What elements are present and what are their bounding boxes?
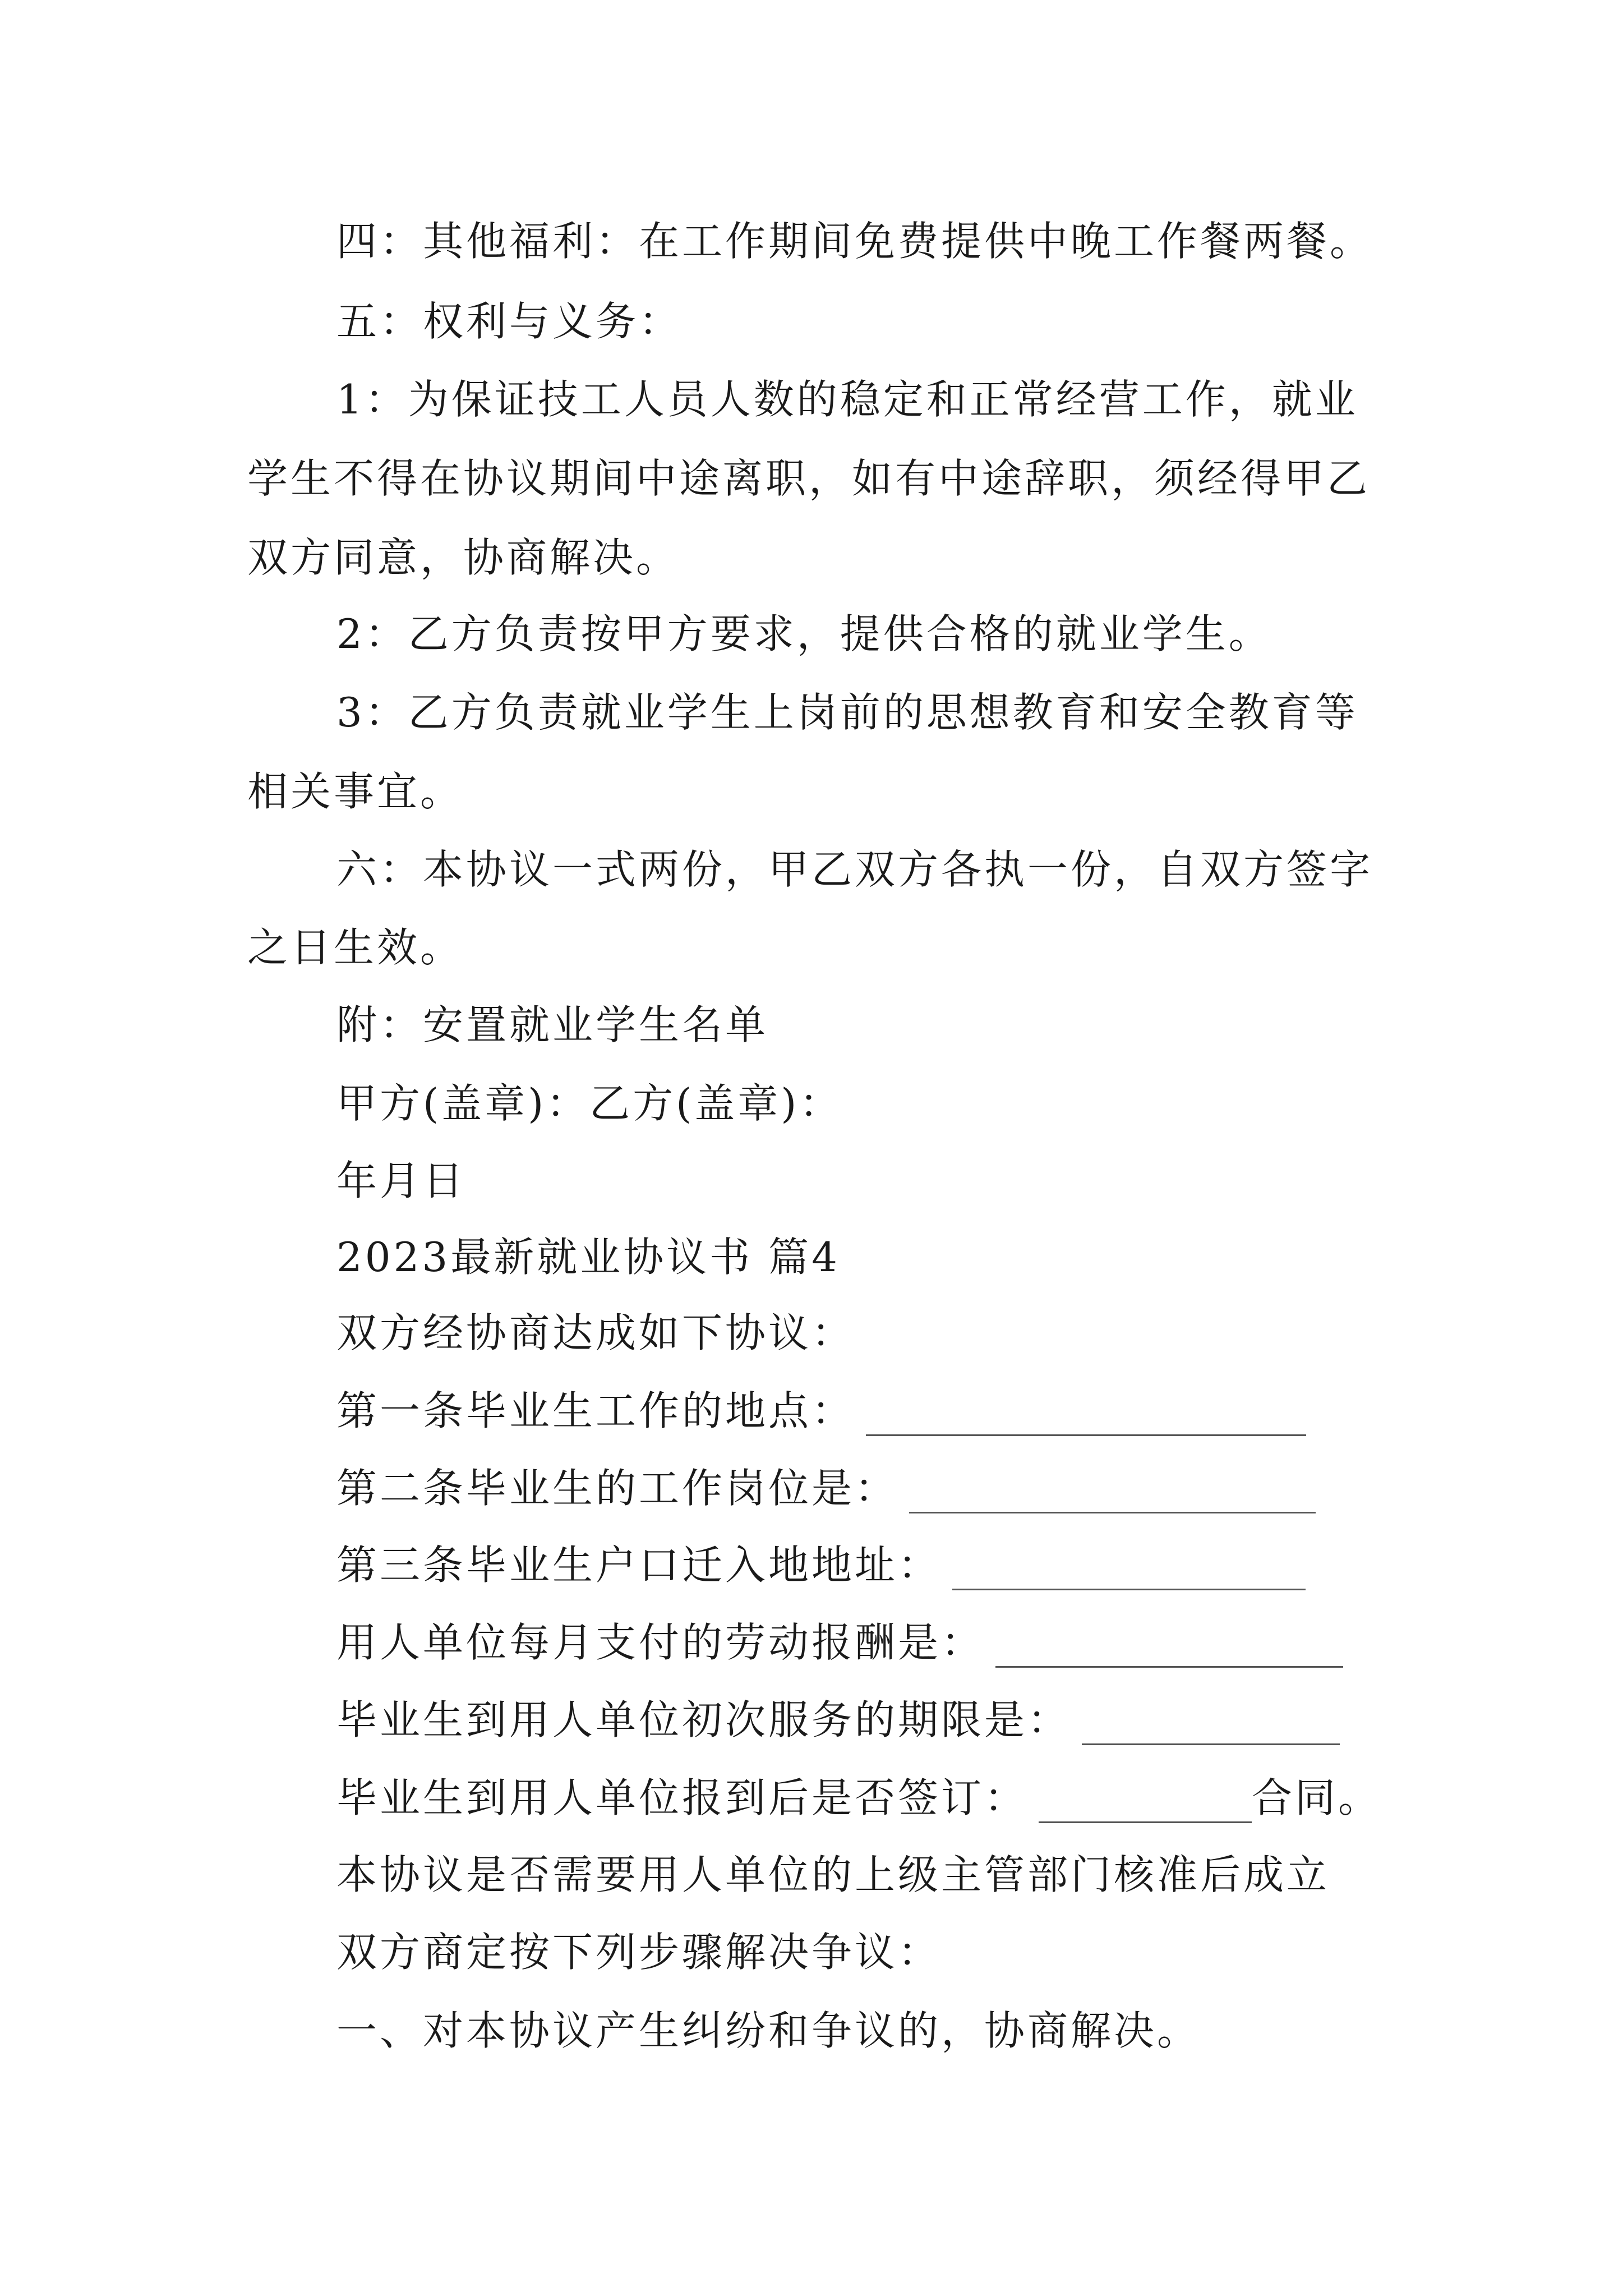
item-1-line-3: 双方同意，协商解决。: [247, 534, 680, 581]
field-label: 毕业生到用人单位初次服务的期限是：: [336, 1696, 1071, 1743]
item-3-line-2: 相关事宜。: [247, 768, 464, 815]
field-label: 毕业生到用人单位报到后是否签订：: [336, 1774, 1028, 1821]
field-contract-signing: [336, 1773, 1381, 1823]
field-label: 用人单位每月支付的劳动报酬是：: [336, 1619, 985, 1666]
section-heading: 2023最新就业协议书 篇4: [336, 1234, 840, 1281]
blank-line: [995, 1630, 1343, 1668]
item-2: 2：乙方负责按甲方要求，提供合格的就业学生。: [336, 610, 1272, 657]
clause-four: 四：其他福利：在工作期间免费提供中晚工作餐两餐。: [336, 218, 1373, 265]
field-label: 第二条毕业生的工作岗位是：: [336, 1465, 898, 1512]
dispute-steps-intro: 双方商定按下列步骤解决争议：: [336, 1929, 942, 1976]
attachment-note: 附：安置就业学生名单: [336, 1001, 769, 1048]
field-suffix: 合同。: [1252, 1774, 1382, 1821]
blank-line: [909, 1476, 1316, 1513]
blank-line: [866, 1398, 1306, 1436]
field-job-position: [336, 1463, 1316, 1513]
clause-six-line-2: 之日生效。: [247, 924, 464, 971]
blank-line: [952, 1553, 1306, 1590]
field-label: 第三条毕业生户口迁入地地址：: [336, 1542, 942, 1589]
item-1-line-2: 学生不得在协议期间中途离职，如有中途辞职，须经得甲乙: [247, 455, 1371, 502]
agreement-intro: 双方经协商达成如下协议：: [336, 1309, 855, 1356]
field-household-address: [336, 1540, 1306, 1590]
blank-line: [1082, 1708, 1340, 1745]
signature-parties: 甲方(盖章)：乙方(盖章)：: [336, 1080, 843, 1127]
item-1-line-1: 1：为保证技工人员人数的稳定和正常经营工作，就业: [336, 376, 1358, 423]
item-3-line-1: 3：乙方负责就业学生上岗前的思想教育和安全教育等: [336, 689, 1358, 736]
blank-line: [1039, 1786, 1252, 1823]
approval-clause: 本协议是否需要用人单位的上级主管部门核准后成立: [336, 1851, 1330, 1898]
field-label: 第一条毕业生工作的地点：: [336, 1387, 855, 1434]
signature-date: 年月日: [336, 1157, 467, 1204]
clause-five-heading: 五：权利与义务：: [336, 298, 683, 345]
dispute-step-one: 一、对本协议产生纠纷和争议的，协商解决。: [336, 2007, 1201, 2054]
field-service-period: [336, 1695, 1340, 1745]
clause-six-line-1: 六：本协议一式两份，甲乙双方各执一份，自双方签字: [336, 846, 1373, 893]
field-work-location: [336, 1386, 1306, 1436]
field-monthly-pay: [336, 1617, 1343, 1668]
